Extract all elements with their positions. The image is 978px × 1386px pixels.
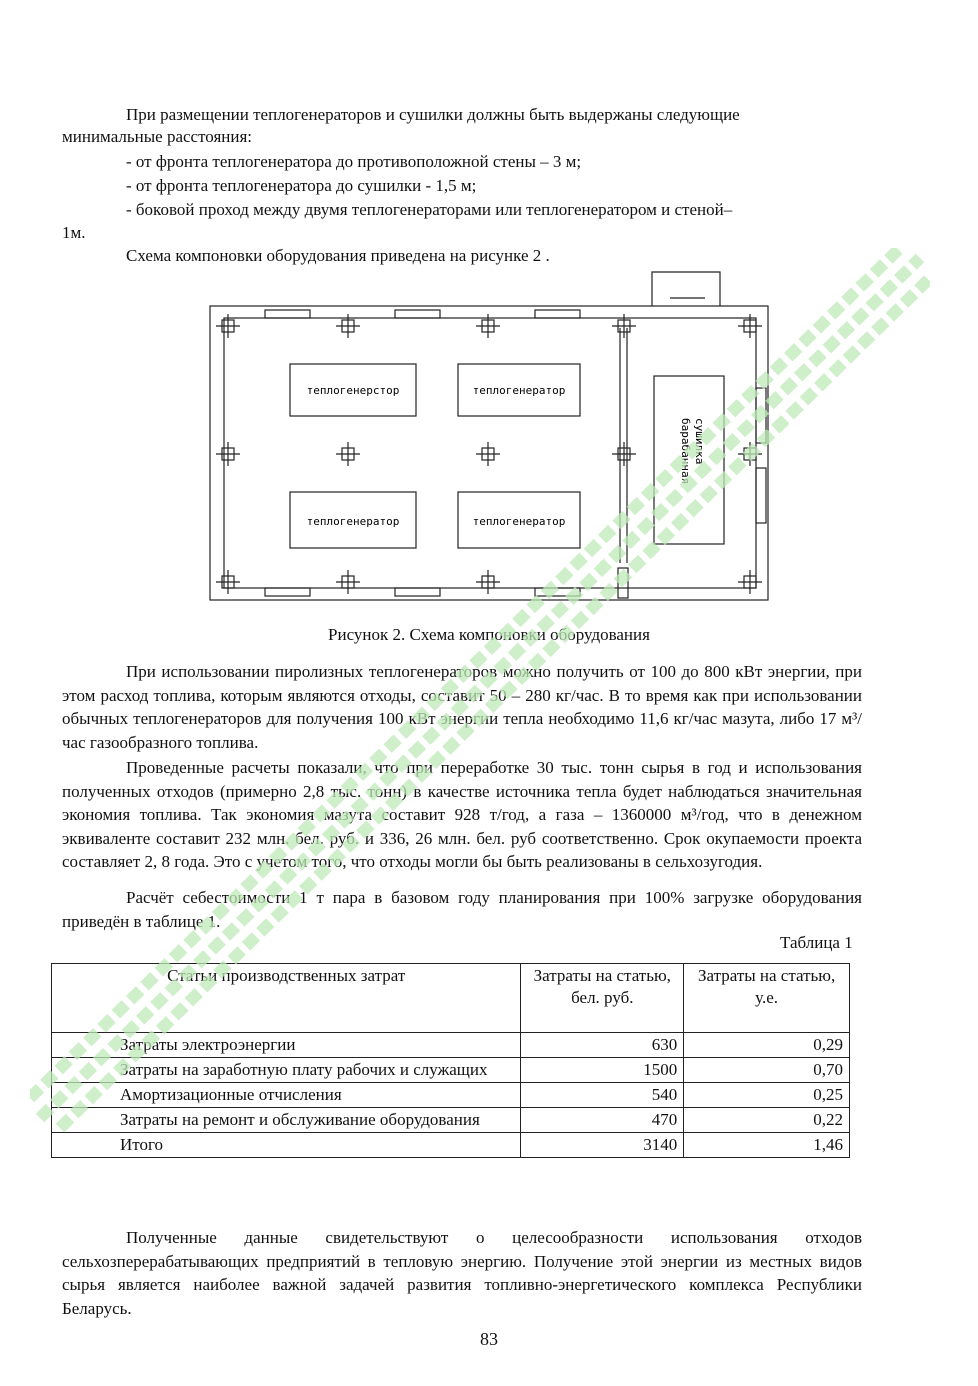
table-row <box>52 1033 850 1058</box>
column-marker <box>336 570 360 594</box>
annex-outline <box>652 272 720 306</box>
cost-table <box>51 963 850 1158</box>
heater-label-1: теплогенерстор <box>306 384 400 397</box>
paragraph-4: Полученные данные свидетельствуют о целесообразности использования отходов сельхозперерабатывающих предприятий в тепловую энергию. Получение этой энергии из местных видов сырья является наиболее важной задачей развития топливно-энергетического комплекса Республики Беларусь. <box>62 1228 862 1318</box>
column-marker <box>216 570 240 594</box>
cost-item: Затраты электроэнергии <box>52 1033 521 1058</box>
cost-ue: 0,22 <box>684 1108 850 1133</box>
dryer-label-2: барабанная <box>679 418 692 485</box>
page-number: 83 <box>480 1329 498 1349</box>
paragraph-3: Расчёт себестоимости 1 т пара в базовом году планирования при 100% загрузке оборудования приведён в таблице 1. <box>62 888 862 931</box>
intro-line-6: 1м. <box>62 223 86 242</box>
intro-line-1: При размещении теплогенераторов и сушилки должны быть выдержаны следующие <box>126 105 740 124</box>
paragraph-1: При использовании пиролизных теплогенераторов можно получить от 100 до 800 кВт энергии, при этом расход топлива, которым являются отходы, составит 50 – 280 кг/час. В то время как при использовании обычных теплогенераторов для получения 100 кВт энергии тепла необходимо 11,6 кг/час мазута, либо 17 м³/час газообразного топлива. <box>62 662 862 752</box>
intro-line-3: - от фронта теплогенератора до противоположной стены – 3 м; <box>126 152 582 171</box>
heater-label-2: теплогенератор <box>472 384 566 397</box>
paragraph-2: Проведенные расчеты показали, что при переработке 30 тыс. тонн сырья в год и использования полученных отходов (примерно 2,8 тыс. тонн) в качестве источника тепла будет наблюдаться значительная экономия топлива. Так экономия мазута составит 928 т/год, а газа – 1360000 м³/год, что в денежном эквиваленте составит 232 млн. бел. руб. и 336, 26 млн. бел. руб соответственно. Срок окупаемости проекта составляет 2, 8 года. Это с учетом того, что отходы могли бы быть реализованы в сельхозугодия. <box>62 758 862 871</box>
column-marker <box>476 570 500 594</box>
cost-item: Затраты на заработную плату рабочих и служащих <box>52 1058 521 1083</box>
cost-ue: 0,29 <box>684 1033 850 1058</box>
intro-line-7: Схема компоновки оборудования приведена на рисунке 2 . <box>126 246 550 265</box>
column-marker <box>738 442 762 466</box>
column-header: Статьи производственных затрат <box>52 964 521 1033</box>
cost-ue: 0,25 <box>684 1083 850 1108</box>
intro-line-4: - от фронта теплогенератора до сушилки - 1,5 м; <box>126 176 477 195</box>
table-row <box>52 1058 850 1083</box>
table-header-row <box>52 964 850 1033</box>
cost-item: Итого <box>52 1133 521 1158</box>
cost-byr: 470 <box>521 1108 684 1133</box>
layout-diagram <box>200 268 780 608</box>
column-marker <box>216 442 240 466</box>
table-title: Таблица 1 <box>780 933 853 952</box>
cost-ue: 1,46 <box>684 1133 850 1158</box>
cost-item: Затраты на ремонт и обслуживание оборудования <box>52 1108 521 1133</box>
column-marker <box>612 442 636 466</box>
cost-ue: 0,70 <box>684 1058 850 1083</box>
heater-label-4: теплогенератор <box>472 515 566 528</box>
cost-byr: 1500 <box>521 1058 684 1083</box>
table-total-row <box>52 1133 850 1158</box>
heater-label-3: теплогенератор <box>306 515 400 528</box>
column-header: Затраты на статью, бел. руб. <box>521 964 684 1033</box>
intro-line-2: минимальные расстояния: <box>62 127 253 146</box>
column-marker <box>476 442 500 466</box>
figure-caption: Рисунок 2. Схема компоновки оборудования <box>328 625 650 644</box>
cost-byr: 540 <box>521 1083 684 1108</box>
cost-byr: 3140 <box>521 1133 684 1158</box>
cost-item: Амортизационные отчисления <box>52 1083 521 1108</box>
column-header: Затраты на статью, у.е. <box>684 964 850 1033</box>
dryer-label-1: сушилка <box>693 418 706 465</box>
table-row <box>52 1108 850 1133</box>
column-marker <box>336 442 360 466</box>
cost-byr: 630 <box>521 1033 684 1058</box>
table-row <box>52 1083 850 1108</box>
column-marker <box>738 570 762 594</box>
intro-line-5: - боковой проход между двумя теплогенераторами или теплогенератором и стеной– <box>126 200 733 219</box>
